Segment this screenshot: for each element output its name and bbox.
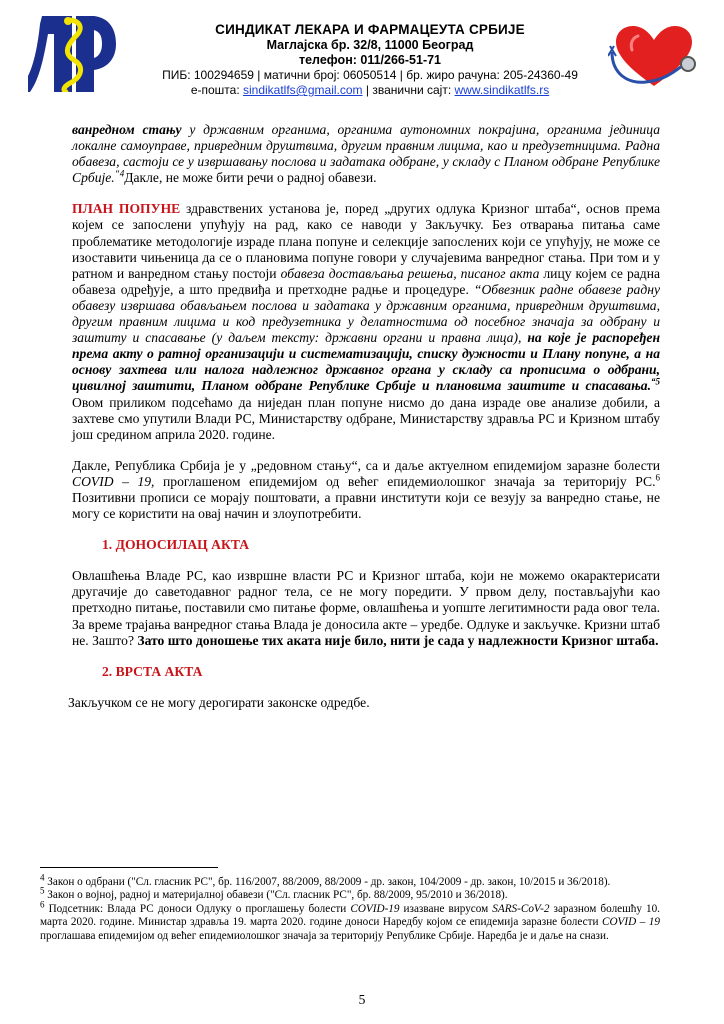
footnote-5: $^5$ Закон о војној, радној и материјалној обавези ("Сл. гласник РС", бр. 88/2009, 95/2010 и 36/2018). bbox=[40, 885, 508, 902]
paragraph-regular-state: Дакле, Република Србија је у „редовном стању“, са и даље актуелном епидемијом заразне болести COVID – 19, проглашеном епидемијом од већег епидемиолошког значаја за територију РС.$^6$ Позитивни прописи се морају поштовати, а правни институти који се везују за ванредно стање, не могу се користити на овај начин и злоупотребити. bbox=[72, 457, 660, 522]
org-name: СИНДИКАТ ЛЕКАРА И ФАРМАЦЕУТА СРБИЈЕ bbox=[215, 22, 525, 37]
snake-head-icon bbox=[64, 17, 72, 25]
footnotes bbox=[40, 872, 660, 943]
footnote-4: $^4$ Закон о одбрани ("Сл. гласник РС", бр. 116/2007, 88/2009, 88/2009 - др. закон, 104/2009 - др. закон, 10/2015 и 36/2018). bbox=[40, 872, 611, 888]
org-phone: телефон: 011/266-51-71 bbox=[298, 53, 442, 67]
org-contacts: е-пошта: sindikatlfs@gmail.com | званични сајт: www.sindikatlfs.rs bbox=[190, 83, 550, 97]
org-address: Маглајска бр. 32/8, 11000 Београд bbox=[266, 38, 474, 52]
page-number: 5 bbox=[358, 992, 366, 1007]
footnote-divider bbox=[40, 867, 218, 868]
org-ids: ПИБ: 100294659 | матични број: 06050514 | бр. жиро рачуна: 205-24360-49 bbox=[162, 68, 578, 82]
letterhead bbox=[100, 22, 640, 98]
footnote-6: $^6$ Подсетник: Влада РС доноси Одлуку о проглашењу болести COVID-19 изазване вирусом SARS-CoV-2 заразном болешћу 10. марта 2020. године. Министар здравља 19. марта 2020. године доноси Наредбу којом се епидемија заразне болести COVID – 19 проглашава епидемијом од већег епидемиолошког значаја за територију Републике Србије. Наредба је и даље на снази. bbox=[40, 899, 660, 942]
paragraph-staffing-plan: ПЛАН ПОПУНЕ здравствених установа је, поред „других одлука Кризног штаба“, основ према којем се запослени упућују на рад, како се наводи у Закључку. Без отварања питања саме проблематике методологије израде плана попуне и селекције запослених који се упућују, не може се изоставити чињеница да се о плановима попуне говори у случајевима ванредног стања. При том и у ратном и ванредном стању постоји обавеза достављања решења, писаног акта лицу којем се радна обавеза одређује, а што предвиђа и претходне радње и процедуре. “Обвезник радне обавезе радну обавезу извршава обављањем послова и задатака у државним органима, привредним друштвима, другим правним лицима и код предузетника у делатностима од посебног значаја за одбрану и заштиту и спасавање (у даљем тексту: државни органи и правна лица), на које је распоређен према акту о ратној организацији и систематизацији, списку дужности и Плану попуне, а на основу захтева или налога надлежног државног органа у складу са прописима о одбрани, цивилној заштити, Планом одбране Републике Србије и плановима заштите и спасавања.$^{“5}$ Овом приликом подсећамо да ниједан план попуне нисмо до дана израде ове анализе добили, а захтеве смо упутили Влади РС, Министарству одбране, Министарству здравља РС и Кризном штабу још средином априла 2020. године. bbox=[72, 201, 661, 442]
email-link[interactable]: sindikatlfs@gmail.com bbox=[242, 83, 363, 97]
paragraph-government-powers: Овлашћења Владе РС, као извршне власти РС и Кризног штаба, који не можемо окарактерисати другачије до саветодавног радног тела, се не могу поредити. У првом делу, постављајући као претходно питање, поставили смо питање форме, овлашћења и уопште легитимности рада овог тела. За време трајања ванредног стања Влада је доносила акте – уредбе. Одлуке и закључке. Кризни штаб не. Зашто? Зато што доношење тих аката није било, нити је сада у надлежности Кризног штаба. bbox=[72, 568, 660, 648]
section-heading-issuer: 1. ДОНОСИЛАЦ АКТА bbox=[102, 537, 250, 553]
paragraph-work-obligation: ванредном стању у државним органима, органима аутономних покрајина, органима јединица локалне самоуправе, привредним друштвима, другим правним лицима, као и предузетницима. Радна обавеза, састоји се у извршавању послова и задатака одбране, у складу с Планом одбране Републике Србије.$^{“4}$Дакле, не може бити речи о радној обавези. bbox=[72, 122, 660, 186]
logo-left-shape bbox=[28, 16, 72, 92]
staffing-plan-heading: ПЛАН ПОПУНЕ bbox=[72, 201, 181, 217]
paragraph-conclusion: Закључком се не могу дерогирати законске одредбе. bbox=[68, 694, 370, 710]
section-heading-act-type: 2. ВРСТА АКТА bbox=[102, 663, 203, 679]
website-link[interactable]: www.sindikatlfs.rs bbox=[454, 83, 550, 97]
document-body bbox=[68, 122, 661, 726]
